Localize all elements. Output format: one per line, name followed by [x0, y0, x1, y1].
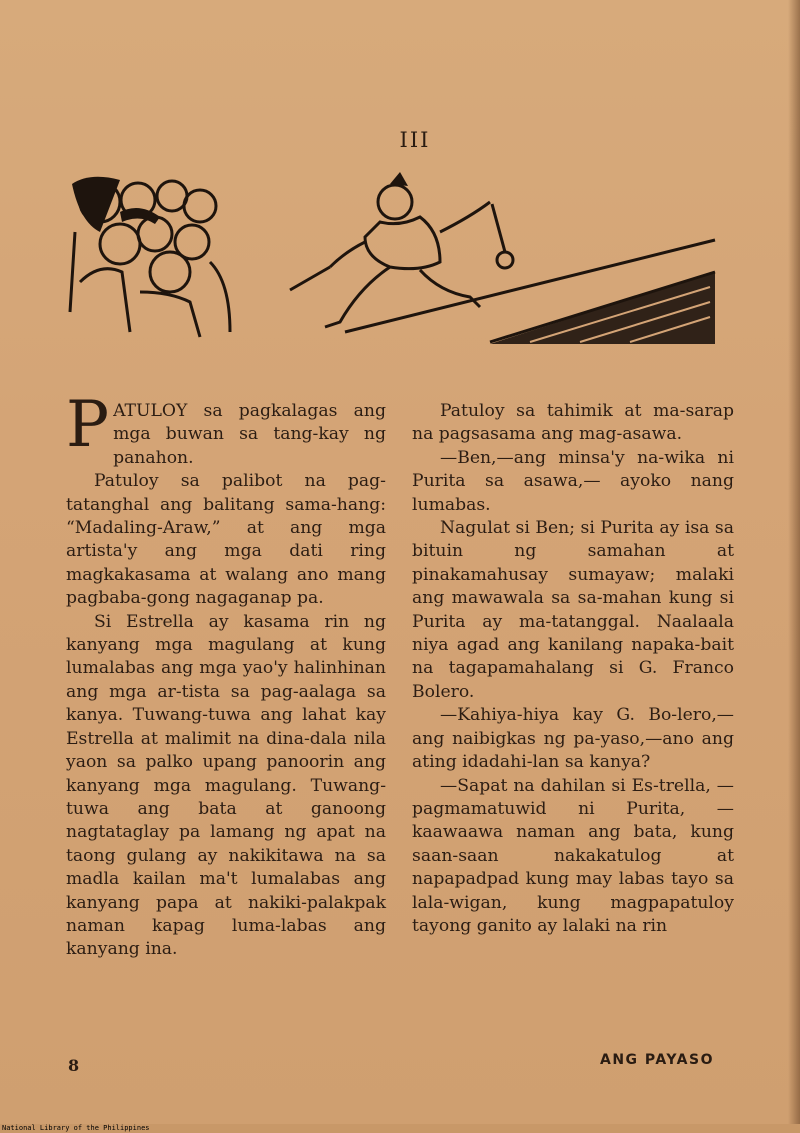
chapter-heading: III — [399, 128, 431, 152]
right-paragraph: Patuloy sa tahimik at ma-sarap na pagsasama ang mag-asawa. — [412, 401, 734, 445]
opening-paragraph — [66, 388, 386, 470]
left-paragraph: Si Estrella ay kasama rin ng kanyang mga magulang at kung lumalabas ang mga yao'y halinhinan ang mga ar-tista sa pag-aalaga sa kanya. Tuwang-tuwa ang lahat kay Estrella at malimit na dina-dala nila yaon sa palko upang panoorin ang kanyang mga magulang. Tuwang-tuwa ang bata at ganoong nagtataglay pa lamang ng apat na taong gulang ay nakikitawa na sa madla kailan ma't lumalabas ang kanyang papa at nakiki-palakpak naman kapag luma-labas ang kanyang ina. — [66, 611, 386, 960]
left-column — [66, 388, 386, 962]
clown-hat — [390, 172, 408, 186]
right-paragraph: —Sapat na dahilan si Es-trella, — pagmamatuwid ni Purita, — kaawaawa naman ang bata, kung saan-saan nakakatulog at napapadpad kung may labas tayo sa lala-wigan, kung magpapatuloy tayong ganito ay lalaki na rin — [412, 775, 734, 936]
page-number: 8 — [68, 1056, 80, 1075]
right-paragraph: —Kahiya-hiya kay G. Bo-lero,—ang naibigkas ng pa-yaso,—ano ang ating idadahi-lan sa kanya? — [412, 705, 734, 773]
running-title: ANG PAYASO — [600, 1052, 715, 1068]
left-paragraph: Patuloy sa palibot na pag-tatanghal ang balitang sama-hang: “Madaling-Araw,” at ang mga artista'y ang mga dati ring magkakasama at walang ano mang pagbaba-gong nagaganap pa. — [66, 471, 386, 609]
clown-figure — [290, 185, 513, 327]
right-paragraph: —Ben,—ang minsa'y na-wika ni Purita sa asawa,— ayoko nang lumabas. — [412, 447, 734, 515]
library-credit: National Library of the Philippines — [2, 1124, 150, 1132]
crowd-shading — [72, 177, 120, 232]
crowd-hair — [120, 208, 160, 224]
right-paragraph: Nagulat si Ben; si Purita ay isa sa bituin ng samahan at pinakamahusay sumayaw; malaki ang mawawala sa sa-mahan kung si Purita ay ma-tatanggal. Naalaala niya agad ang kanilang napaka-bait na tagapamahalang si G. Franco Bolero. — [412, 518, 734, 702]
opening-text: ATULOY sa pagkalagas ang mga buwan sa tang-kay ng panahon. — [113, 401, 386, 468]
right-column — [412, 400, 734, 938]
drop-cap: P — [66, 388, 110, 462]
chapter-illustration — [60, 172, 730, 352]
